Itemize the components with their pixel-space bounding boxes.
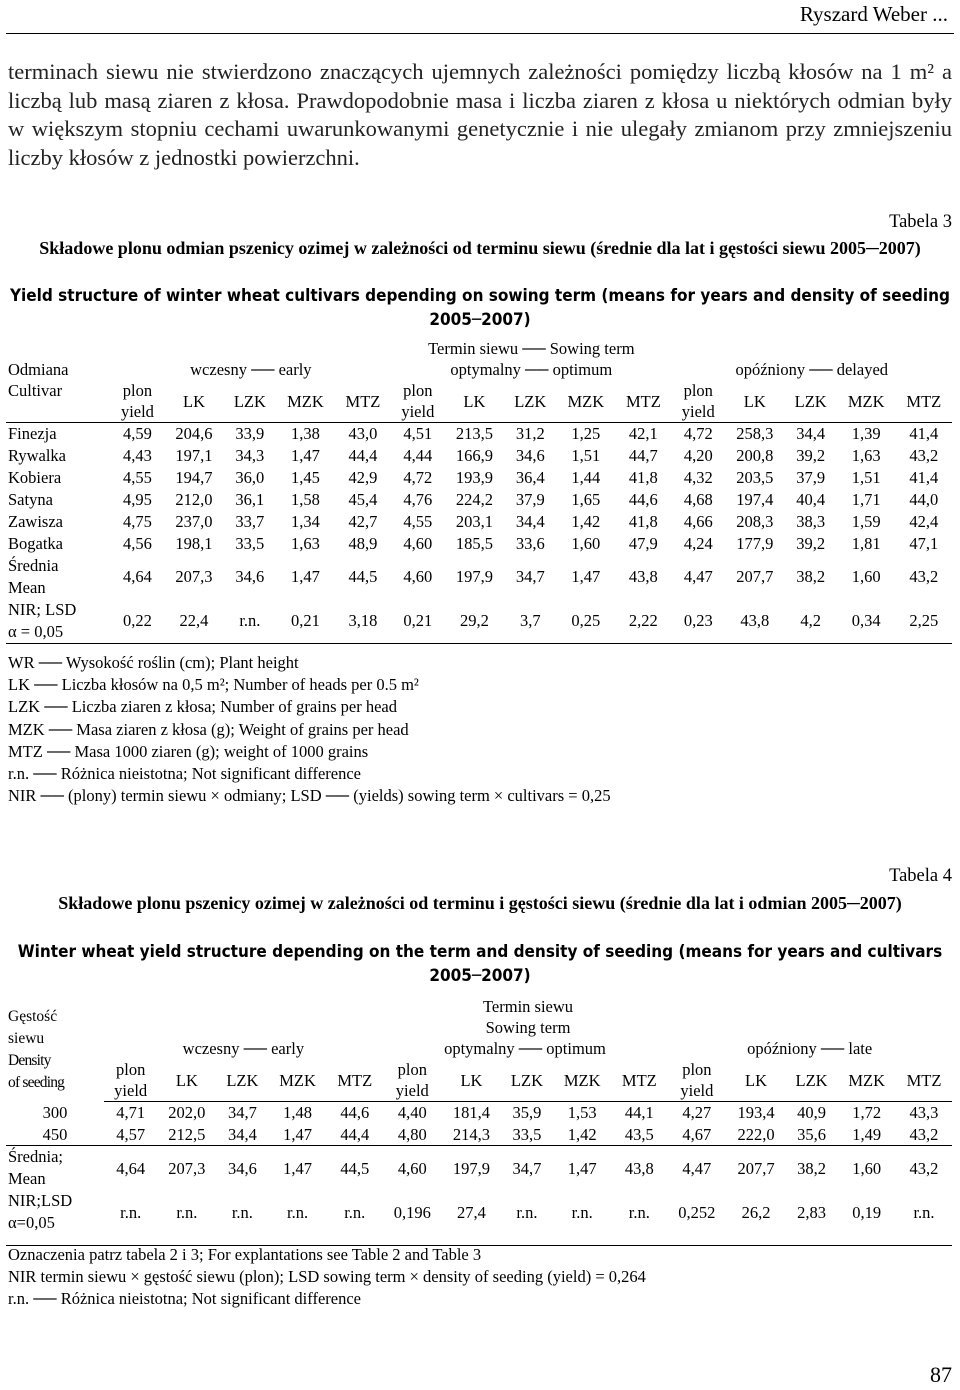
- table4-late-header: opóźniony ── late: [747, 1039, 873, 1058]
- table-cell: 185,5: [455, 534, 493, 553]
- note-line: Oznaczenia patrz tabela 2 i 3; For explantations see Table 2 and Table 3: [8, 1245, 482, 1264]
- table-cell: 197,9: [455, 567, 493, 586]
- mean-row: [6, 1146, 952, 1191]
- table3-col-lk: LK: [164, 380, 224, 423]
- table4-title-en: Winter wheat yield structure depending on the term and density of seeding (means for years and cultivars 2005─2007): [17, 942, 943, 986]
- table-cell: 33,5: [235, 534, 265, 553]
- table-cell: 207,3: [157, 1146, 216, 1191]
- table-cell: 39,2: [796, 534, 826, 553]
- note-line: NIR ── (plony) termin siewu × odmiany; LSD ── (yields) sowing term × cultivars = 0,25: [8, 786, 611, 806]
- table4-yield-label: yield: [395, 1081, 429, 1100]
- row-label: Satyna: [8, 490, 53, 509]
- row-label-pl: Średnia;: [8, 1147, 63, 1166]
- table-cell: 35,6: [797, 1124, 826, 1144]
- table-cell: 43,2: [896, 1146, 952, 1191]
- header-rule: [6, 33, 954, 34]
- table-cell: 36,1: [235, 490, 265, 509]
- table4-col-mzk: MZK: [837, 1059, 896, 1102]
- table4-title-pl: Składowe plonu pszenicy ozimej w zależności od terminu i gęstości siewu (średnie dla lat i odmian 2005─2007): [58, 893, 902, 913]
- row-label: [6, 1146, 104, 1191]
- table4-density-pl-2: siewu: [8, 1030, 45, 1047]
- table3-number: Tabela 3: [889, 212, 952, 232]
- table-cell: 1,71: [851, 490, 881, 509]
- table-cell: r.n.: [120, 1202, 142, 1222]
- table3-plon-label: plon: [683, 381, 713, 400]
- table4-yield-label: yield: [680, 1081, 714, 1100]
- note-line: MTZ ── Masa 1000 ziaren (g); weight of 1000 grains: [8, 741, 369, 761]
- table-cell: 1,81: [851, 534, 881, 553]
- table-cell: 4,47: [683, 567, 713, 586]
- table-cell: 1,47: [290, 446, 320, 465]
- row-label-en: Mean: [8, 1169, 46, 1188]
- table-cell: 1,60: [837, 1146, 896, 1191]
- table-cell: 43,2: [909, 567, 939, 586]
- table-cell: 213,5: [455, 424, 493, 444]
- table-cell: 0,34: [837, 599, 896, 644]
- table4: [6, 996, 952, 1234]
- table-cell: 208,3: [736, 512, 774, 531]
- table-cell: 41,8: [628, 512, 658, 531]
- table-cell: 4,57: [116, 1124, 146, 1144]
- table4-early-header: wczesny ── early: [182, 1039, 305, 1058]
- table-cell: 2,83: [797, 1202, 826, 1222]
- table-cell: 40,9: [797, 1103, 826, 1123]
- row-label: 450: [42, 1124, 68, 1144]
- table-cell: 4,55: [123, 468, 152, 487]
- row-label-pl: NIR;LSD: [8, 1191, 73, 1210]
- table4-col-lzk: LZK: [786, 1059, 838, 1102]
- table-cell: 237,0: [175, 512, 213, 531]
- table-cell: 0,23: [671, 599, 725, 644]
- table-cell: 1,60: [571, 534, 601, 553]
- table-cell: 44,4: [340, 1124, 370, 1144]
- table4-density-en-1: Density: [8, 1052, 51, 1069]
- row-label-pl: NIR; LSD: [8, 599, 77, 619]
- table-cell: 0,252: [678, 1202, 716, 1222]
- table-cell: 48,9: [348, 534, 378, 553]
- table-cell: 43,8: [725, 599, 785, 644]
- table-cell: 200,8: [736, 446, 774, 465]
- table-cell: 0,22: [111, 599, 165, 644]
- table-row: [6, 423, 952, 445]
- table-cell: 0,25: [556, 599, 615, 644]
- table3-plon-label: plon: [403, 381, 433, 400]
- table-cell: 1,49: [852, 1124, 882, 1144]
- table4-col-mtz: MTZ: [896, 1059, 952, 1102]
- table4-yield-label: yield: [114, 1081, 148, 1100]
- note-line: WR ── Wysokość roślin (cm); Plant height: [8, 653, 299, 672]
- table4-col-lk: LK: [157, 1059, 216, 1102]
- table3-col-lzk: LZK: [224, 380, 276, 423]
- table4-density-pl-1: Gęstość: [8, 1008, 58, 1025]
- table3-notes: [8, 652, 611, 807]
- table-cell: 1,45: [290, 468, 320, 487]
- table-cell: 166,9: [455, 446, 493, 465]
- table3-title-en: Yield structure of winter wheat cultivars depending on sowing term (means for years and density of seeding 2005─2007): [9, 286, 951, 330]
- page-number: 87: [930, 1362, 952, 1387]
- table3-yield-label: yield: [401, 402, 435, 421]
- table3-cultivar-en: Cultivar: [6, 380, 111, 423]
- table-row: [6, 445, 952, 467]
- table-cell: 258,3: [736, 424, 774, 444]
- table-cell: 1,60: [851, 567, 881, 586]
- table-cell: 4,60: [403, 534, 433, 553]
- table-cell: 4,64: [104, 1146, 157, 1191]
- note-line: LK ── Liczba kłosów na 0,5 m²; Number of heads per 0.5 m²: [8, 675, 419, 695]
- table-cell: 4,60: [403, 567, 433, 586]
- table-cell: 193,4: [737, 1103, 775, 1123]
- table-cell: 38,2: [786, 1146, 838, 1191]
- table-cell: 197,9: [442, 1146, 501, 1191]
- table-cell: 194,7: [175, 468, 213, 487]
- table3-col-lzk: LZK: [785, 380, 837, 423]
- table-cell: 1,34: [290, 512, 320, 531]
- table-cell: 4,51: [403, 424, 433, 444]
- table-cell: 42,1: [628, 424, 658, 444]
- table-cell: 4,59: [123, 424, 152, 444]
- table-cell: 47,1: [909, 534, 939, 553]
- table-cell: 202,0: [168, 1103, 206, 1123]
- row-label: Zawisza: [8, 512, 63, 531]
- table4-sowing-term-en: Sowing term: [485, 1018, 571, 1037]
- table3-col-lzk: LZK: [504, 380, 556, 423]
- table-cell: 43,2: [909, 1124, 939, 1144]
- table-cell: 3,7: [504, 599, 556, 644]
- table-cell: 1,47: [290, 567, 320, 586]
- table-cell: 1,51: [851, 468, 881, 487]
- table3-early-header: wczesny ── early: [190, 360, 312, 379]
- table4-notes: [8, 1244, 646, 1311]
- table-cell: 1,47: [283, 1124, 313, 1144]
- row-label-en: Mean: [8, 577, 46, 597]
- table3-yield-label: yield: [120, 402, 154, 421]
- table-cell: 4,75: [123, 512, 152, 531]
- table-cell: 34,6: [235, 567, 265, 586]
- table-cell: 1,58: [290, 490, 320, 509]
- table-row: [6, 533, 952, 555]
- table3-title-pl: Składowe plonu odmian pszenicy ozimej w zależności od terminu siewu (średnie dla lat i gęstości siewu 2005─2007): [39, 238, 921, 258]
- table-cell: 27,4: [457, 1202, 486, 1222]
- table-cell: 0,19: [852, 1202, 882, 1222]
- table-cell: 34,7: [515, 567, 545, 586]
- table-cell: 207,7: [726, 1146, 785, 1191]
- table-cell: 43,8: [628, 567, 658, 586]
- table-cell: 42,4: [909, 512, 939, 531]
- table-cell: 203,5: [736, 468, 774, 487]
- table-cell: r.n.: [344, 1202, 366, 1222]
- table-cell: 4,80: [397, 1124, 427, 1144]
- table-cell: 36,4: [515, 468, 545, 487]
- table-cell: 4,43: [123, 446, 152, 465]
- note-line: r.n. ── Różnica nieistotna; Not significant difference: [8, 1289, 361, 1309]
- table-cell: r.n.: [516, 1202, 538, 1222]
- table-row: [6, 1124, 952, 1146]
- table-cell: 44,4: [348, 446, 378, 465]
- table-cell: 1,59: [851, 512, 881, 531]
- table-cell: 207,7: [736, 567, 774, 586]
- row-label: Finezja: [8, 424, 57, 444]
- table-cell: 38,3: [796, 512, 826, 531]
- table-cell: 34,6: [515, 446, 545, 465]
- table-cell: 1,47: [553, 1146, 612, 1191]
- table-cell: 1,38: [290, 424, 320, 444]
- table-cell: 1,53: [567, 1103, 597, 1123]
- table-cell: 4,72: [403, 468, 433, 487]
- table-cell: 1,65: [571, 490, 601, 509]
- table-cell: 0,21: [391, 599, 445, 644]
- table-cell: 43,3: [909, 1103, 939, 1123]
- table4-plon-label: plon: [682, 1060, 712, 1079]
- table-cell: 203,1: [455, 512, 493, 531]
- table-cell: 41,8: [628, 468, 658, 487]
- table-cell: 33,9: [235, 424, 265, 444]
- table-cell: 1,48: [283, 1103, 313, 1123]
- table4-plon-label: plon: [116, 1060, 146, 1079]
- table-cell: 4,66: [683, 512, 713, 531]
- table-cell: 4,60: [383, 1146, 442, 1191]
- table3-col-lk: LK: [725, 380, 785, 423]
- table-cell: 37,9: [515, 490, 545, 509]
- table-cell: 4,27: [682, 1103, 712, 1123]
- row-label: [6, 599, 111, 644]
- row-label: Kobiera: [8, 468, 62, 487]
- table-cell: r.n.: [628, 1202, 650, 1222]
- table-cell: 42,7: [348, 512, 378, 531]
- table-cell: 4,44: [403, 446, 433, 465]
- table-cell: 36,0: [235, 468, 265, 487]
- table-cell: 41,4: [909, 468, 939, 487]
- note-line: MZK ── Masa ziaren z kłosa (g); Weight of grains per head: [8, 719, 409, 739]
- table-cell: r.n.: [176, 1202, 198, 1222]
- table-cell: 198,1: [175, 534, 213, 553]
- table-cell: 31,2: [515, 424, 545, 444]
- table-cell: 40,4: [796, 490, 826, 509]
- note-line: LZK ── Liczba ziaren z kłosa; Number of grains per head: [8, 697, 397, 717]
- table3-col-mtz: MTZ: [896, 380, 952, 423]
- table4-density-en-2: of seeding: [8, 1074, 65, 1091]
- table-cell: 214,3: [452, 1124, 490, 1144]
- table-cell: 34,7: [501, 1146, 553, 1191]
- table-cell: 1,47: [268, 1146, 327, 1191]
- note-line: r.n. ── Różnica nieistotna; Not significant difference: [8, 764, 361, 784]
- table3-yield-label: yield: [681, 402, 715, 421]
- table-cell: 2,25: [896, 599, 952, 644]
- row-label: 300: [42, 1103, 68, 1122]
- table-cell: 41,4: [909, 424, 939, 444]
- table-cell: r.n.: [224, 599, 276, 644]
- table-cell: 44,6: [340, 1103, 370, 1123]
- table-cell: 2,22: [615, 599, 671, 644]
- table4-col-mzk: MZK: [268, 1059, 327, 1102]
- table3-col-mtz: MTZ: [615, 380, 671, 423]
- table-cell: 44,7: [628, 446, 658, 465]
- table-cell: 34,6: [216, 1146, 268, 1191]
- row-label: [6, 1190, 104, 1234]
- table-cell: 4,32: [683, 468, 713, 487]
- table4-col-lk: LK: [442, 1059, 501, 1102]
- nir-row: [6, 1190, 952, 1234]
- table-cell: 4,40: [397, 1103, 427, 1123]
- table-cell: 1,51: [571, 446, 601, 465]
- table-cell: 4,76: [403, 490, 433, 509]
- table-cell: 44,6: [628, 490, 658, 509]
- table-cell: 1,44: [571, 468, 601, 487]
- table4-number: Tabela 4: [889, 866, 952, 886]
- table-cell: 4,72: [683, 424, 713, 444]
- table4-col-lk: LK: [726, 1059, 785, 1102]
- table-cell: 3,18: [335, 599, 391, 644]
- table-cell: 222,0: [737, 1124, 775, 1144]
- table3-col-lk: LK: [445, 380, 505, 423]
- table-cell: 181,4: [452, 1103, 490, 1123]
- table-cell: 26,2: [741, 1202, 771, 1222]
- table4-col-mtz: MTZ: [611, 1059, 667, 1102]
- table-cell: 1,42: [571, 512, 601, 531]
- table-cell: 207,3: [175, 567, 213, 586]
- table-cell: 4,47: [667, 1146, 726, 1191]
- row-label-pl: Średnia: [8, 555, 59, 575]
- table-cell: 34,4: [796, 424, 826, 444]
- table-cell: 39,2: [796, 446, 826, 465]
- table-cell: r.n.: [571, 1202, 593, 1222]
- table-cell: 1,39: [851, 424, 881, 444]
- body-paragraph: terminach siewu nie stwierdzono znaczących ujemnych zależności pomiędzy liczbą kłosów na 1 m² a liczbą lub masą ziaren z kłosa. Prawdopodobnie masa i liczba ziaren z kłosa u niektórych odmian były w większym stopniu cechami uwarunkowanymi genetycznie i nie ulegały zmianom przy zmniejszeniu liczby kłosów z jednostki powierzchni.: [8, 59, 952, 170]
- running-header-author: Ryszard Weber ...: [799, 2, 948, 26]
- nir-row: [6, 599, 952, 644]
- table-cell: 212,0: [175, 490, 213, 509]
- table-row: [6, 467, 952, 489]
- table-cell: 34,4: [515, 512, 545, 531]
- table3-plon-label: plon: [122, 381, 153, 400]
- table-cell: 177,9: [736, 534, 774, 553]
- table-cell: 44,5: [348, 567, 378, 586]
- table-cell: 43,0: [348, 424, 378, 444]
- table-cell: 22,4: [164, 599, 224, 644]
- note-line: NIR termin siewu × gęstość siewu (plon); LSD sowing term × density of seeding (yield) = 0,264: [8, 1267, 646, 1287]
- table-cell: 34,4: [227, 1124, 257, 1144]
- table-cell: 0,21: [276, 599, 335, 644]
- table-cell: 197,1: [175, 446, 213, 465]
- table3-delayed-header: opóźniony ── delayed: [735, 360, 889, 379]
- table-cell: 43,2: [909, 446, 939, 465]
- table-cell: 33,5: [512, 1124, 542, 1144]
- table-cell: 197,4: [736, 490, 774, 509]
- table-cell: 1,63: [851, 446, 881, 465]
- table-cell: 44,5: [327, 1146, 383, 1191]
- table-cell: 224,2: [455, 490, 493, 509]
- table-row: [6, 489, 952, 511]
- table-cell: 4,95: [123, 490, 152, 509]
- table-cell: 1,47: [571, 567, 601, 586]
- table-cell: 4,68: [683, 490, 713, 509]
- table-cell: 43,5: [624, 1124, 654, 1144]
- table4-col-lzk: LZK: [216, 1059, 268, 1102]
- table4-col-mtz: MTZ: [327, 1059, 383, 1102]
- table-cell: 1,25: [571, 424, 601, 444]
- table4-optimum-header: optymalny ── optimum: [444, 1039, 606, 1058]
- row-label: Rywalka: [8, 446, 66, 465]
- table3-col-mzk: MZK: [556, 380, 615, 423]
- table3-cultivar-pl: Odmiana: [8, 360, 69, 379]
- row-label-en: α = 0,05: [8, 621, 64, 641]
- table3: [6, 338, 952, 644]
- table-cell: 37,9: [796, 468, 826, 487]
- table-cell: 212,5: [168, 1124, 206, 1144]
- table-cell: 4,71: [116, 1103, 146, 1123]
- table-cell: 4,20: [683, 446, 713, 465]
- table-cell: 4,55: [403, 512, 433, 531]
- row-label: Bogatka: [8, 534, 63, 553]
- table-cell: r.n.: [287, 1202, 309, 1222]
- table-cell: 1,42: [567, 1124, 597, 1144]
- mean-row: [6, 555, 952, 599]
- table-cell: 4,2: [785, 599, 837, 644]
- table-cell: r.n.: [231, 1202, 253, 1222]
- table3-col-mtz: MTZ: [335, 380, 391, 423]
- table-cell: 193,9: [455, 468, 493, 487]
- table4-sowing-term-pl: Termin siewu: [483, 997, 574, 1016]
- table-cell: 1,63: [290, 534, 320, 553]
- table-cell: 4,56: [123, 534, 152, 553]
- table-cell: 47,9: [628, 534, 658, 553]
- table-row: [6, 511, 952, 533]
- table-cell: 4,64: [123, 567, 152, 586]
- table4-col-mzk: MZK: [553, 1059, 612, 1102]
- table-cell: 44,1: [624, 1103, 654, 1123]
- table-cell: 1,72: [852, 1103, 882, 1123]
- table-cell: 45,4: [348, 490, 378, 509]
- table-row: [6, 1102, 952, 1124]
- table-cell: 29,2: [445, 599, 505, 644]
- row-label: [6, 555, 111, 599]
- table3-col-mzk: MZK: [276, 380, 335, 423]
- table-cell: 42,9: [348, 468, 378, 487]
- table3-optimum-header: optymalny ── optimum: [450, 360, 613, 379]
- table-cell: 4,24: [683, 534, 713, 553]
- table-cell: 33,6: [515, 534, 545, 553]
- table-cell: 4,67: [682, 1124, 712, 1144]
- table-cell: 34,3: [235, 446, 265, 465]
- table-cell: 38,2: [796, 567, 826, 586]
- table4-col-lzk: LZK: [501, 1059, 553, 1102]
- table-cell: r.n.: [913, 1202, 935, 1222]
- table-cell: 34,7: [227, 1103, 257, 1123]
- table-cell: 0,196: [393, 1202, 431, 1222]
- table-cell: 44,0: [909, 490, 939, 509]
- table4-plon-label: plon: [397, 1060, 427, 1079]
- table-cell: 35,9: [512, 1103, 542, 1123]
- table3-sowing-term-header: Termin siewu ── Sowing term: [428, 339, 635, 358]
- table3-col-mzk: MZK: [837, 380, 896, 423]
- table-cell: 43,8: [611, 1146, 667, 1191]
- table-cell: 33,7: [235, 512, 265, 531]
- table-cell: 204,6: [175, 424, 213, 444]
- row-label-en: α=0,05: [8, 1213, 55, 1232]
